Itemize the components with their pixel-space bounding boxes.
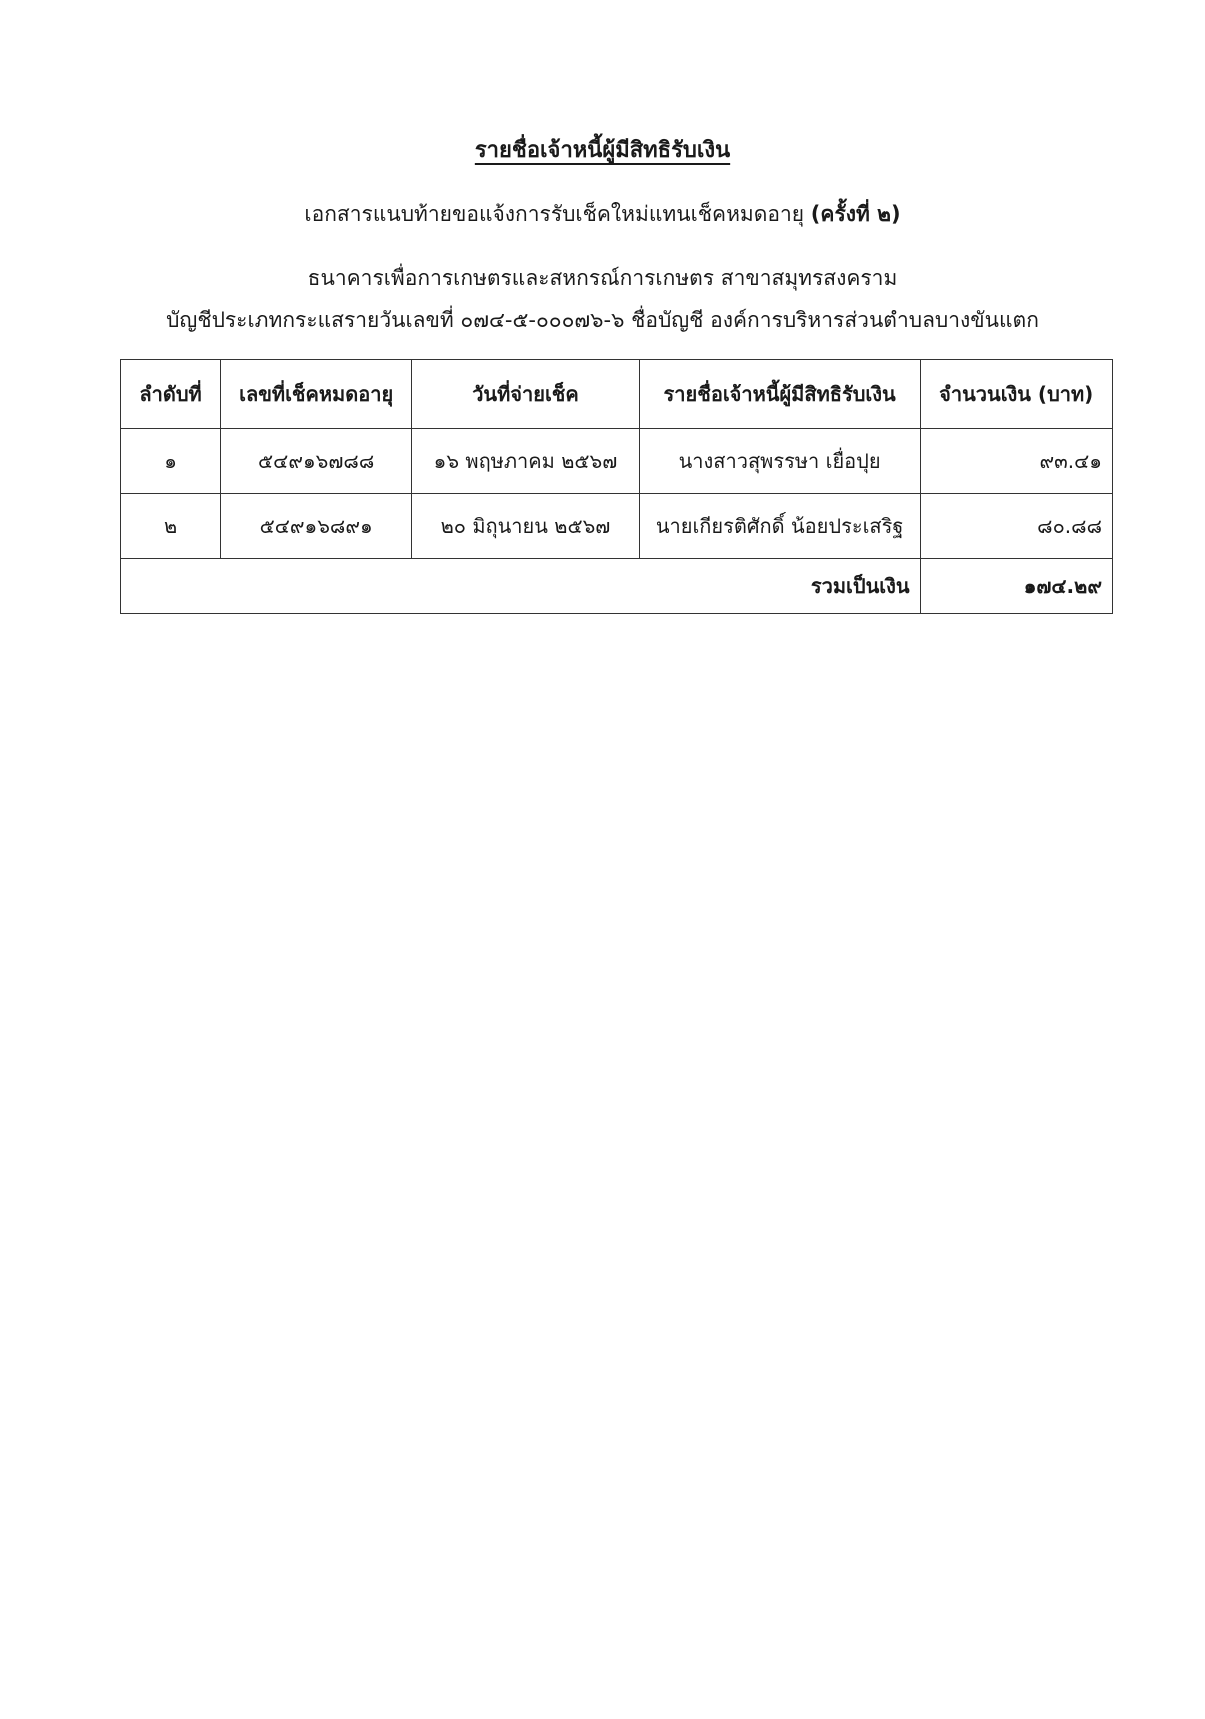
header-seq: ลำดับที่ bbox=[121, 360, 221, 429]
total-label: รวมเป็นเงิน bbox=[121, 559, 921, 614]
row-seq: ๒ bbox=[121, 494, 221, 559]
row-date: ๒๐ มิถุนายน ๒๕๖๗ bbox=[412, 494, 640, 559]
row-cheque: ๕๔๙๑๖๗๘๘ bbox=[221, 429, 412, 494]
total-row bbox=[121, 559, 1113, 614]
total-amount: ๑๗๔.๒๙ bbox=[920, 559, 1112, 614]
document-title: รายชื่อเจ้าหนี้ผู้มีสิทธิรับเงิน bbox=[474, 138, 731, 163]
row-seq: ๑ bbox=[121, 429, 221, 494]
header-name: รายชื่อเจ้าหนี้ผู้มีสิทธิรับเงิน bbox=[639, 360, 920, 429]
header-date: วันที่จ่ายเช็ค bbox=[412, 360, 640, 429]
header-amount: จำนวนเงิน (บาท) bbox=[920, 360, 1112, 429]
row-date: ๑๖ พฤษภาคม ๒๕๖๗ bbox=[412, 429, 640, 494]
row-amount: ๘๐.๘๘ bbox=[920, 494, 1112, 559]
document-subtitle bbox=[0, 198, 1205, 231]
row-cheque: ๕๔๙๑๖๘๙๑ bbox=[221, 494, 412, 559]
row-amount: ๙๓.๔๑ bbox=[920, 429, 1112, 494]
subtitle-round: (ครั้งที่ ๒) bbox=[810, 202, 901, 226]
row-name: นางสาวสุพรรษา เยื่อปุย bbox=[639, 429, 920, 494]
row-name: นายเกียรติศักดิ์ น้อยประเสริฐ bbox=[639, 494, 920, 559]
payee-table bbox=[120, 359, 1113, 614]
table-row bbox=[121, 429, 1113, 494]
bank-line: ธนาคารเพื่อการเกษตรและสหกรณ์การเกษตร สาขาสมุทรสงคราม bbox=[307, 266, 898, 290]
header-cheque: เลขที่เช็คหมดอายุ bbox=[221, 360, 412, 429]
table-header-row bbox=[121, 360, 1113, 429]
table-row bbox=[121, 494, 1113, 559]
subtitle-main: เอกสารแนบท้ายขอแจ้งการรับเช็คใหม่แทนเช็คหมดอายุ bbox=[304, 202, 805, 226]
account-line: บัญชีประเภทกระแสรายวันเลขที่ ๐๗๔-๕-๐๐๐๗๖-๖ ชื่อบัญชี องค์การบริหารส่วนตำบลบางขันแตก bbox=[166, 308, 1039, 332]
